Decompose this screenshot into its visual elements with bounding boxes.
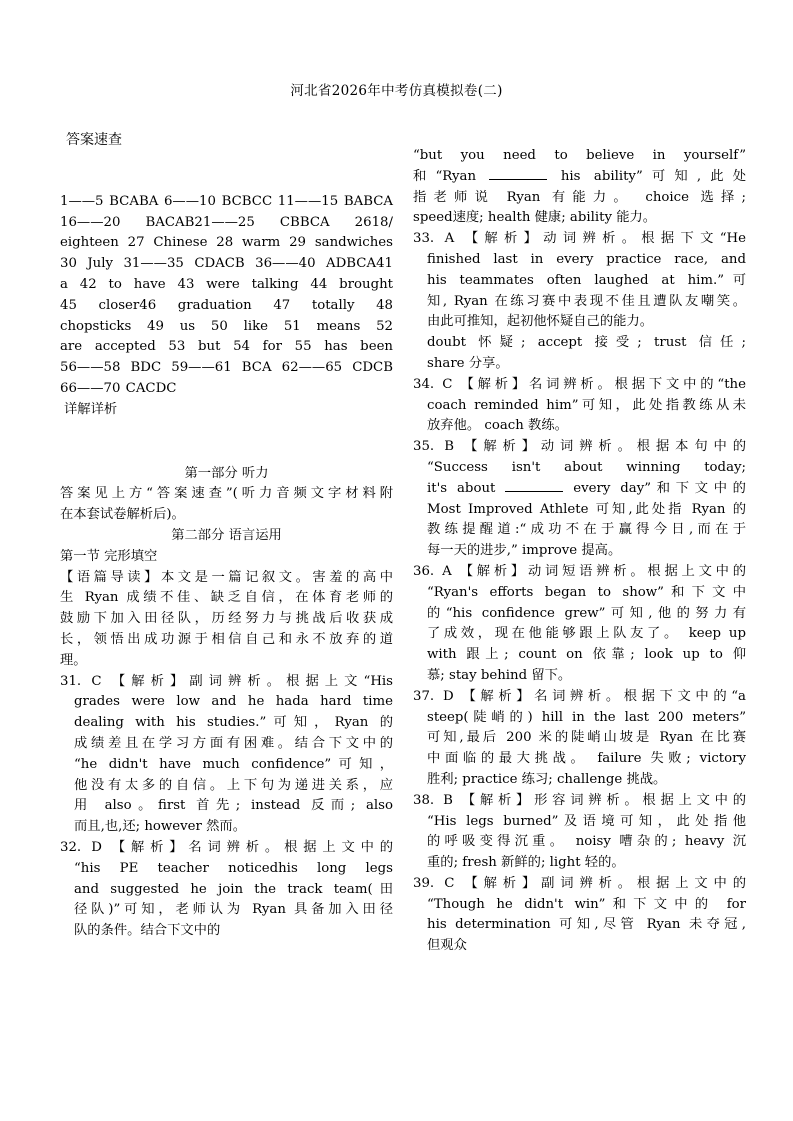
item-line: 慕; stay behind 留下。 [427,667,572,683]
quick-answers-block [60,192,393,400]
answer-item-39 [413,874,746,957]
item-line: and suggested he join the track team(田 [74,881,393,897]
item-line: 33. A 【解析】动词辨析。根据下文“He [413,231,746,247]
item-line: 知, Ryan 在练习赛中表现不佳且遭队友嘲笑。 [427,293,746,309]
item-line: 放弃他。 coach 教练。 [427,418,568,434]
answer-item-31 [60,672,393,838]
item-line: doubt 怀疑; accept 接受; trust 信任; [427,335,746,351]
item-line: 指老师说 Ryan 有能力。 choice 选择; [413,189,746,205]
item-line: share 分享。 [427,355,509,371]
item-line: 教练提醒道:“成功不在于赢得今日,而在于 [427,522,746,538]
item-line: Most Improved Athlete 可知,此处指 Ryan 的 [427,501,746,517]
item-line: 由此可推知，起初他怀疑自己的能力。 [427,314,654,330]
item-line: “Success isn't about winning today; [427,459,746,475]
item-line: 中面临的最大挑战。 failure 失败; victory [427,751,746,767]
item-line: 了成效，现在他能够跟上队友了。 keep up [427,626,746,642]
item-line: 他没有太多的自信。上下句为递进关系，应 [74,777,393,793]
item-line: 而且,也,还; however 然而。 [74,819,247,835]
guide-line: 鼓励下加入田径队，历经努力与挑战后收获成 [60,611,393,627]
item-line: 径队)”可知，老师认为 Ryan 具备加入田径 [74,902,393,918]
item-line: 用 also。first 首先; instead 反而; also [74,798,393,814]
item-line: coach reminded him”可知，此处指教练从未 [427,397,746,413]
quick-answers-heading: 答案速查 [66,132,122,148]
item-line: finished last in every practice race, and [427,251,746,267]
answer-item-37 [413,687,746,791]
item-line: 重的; fresh 新鲜的; light 轻的。 [427,855,625,871]
guide-line: 理。 [60,652,87,668]
part2-title: 第二部分 语言运用 [171,527,282,543]
answer-line: 1——5 BCABA 6——10 BCBCC 11——15 BABCA [60,193,393,209]
answer-blank [505,480,563,492]
item-line: his determination 可知,尽管 Ryan 未夺冠, [427,917,746,933]
item-line: grades were low and he hada hard time [74,694,393,710]
passage-guide [60,568,393,672]
item-line: speed速度; health 健康; ability 能力。 [413,210,657,226]
answer-line: eighteen 27 Chinese 28 warm 29 sandwiches [60,235,393,251]
answer-blank [489,168,547,180]
item-text: 和“Ryan [413,168,490,184]
answer-item-32-continued [413,146,746,229]
item-line: 32. D 【解析】名词辨析。根据上文中的 [60,839,393,855]
answer-line: 56——58 BDC 59——61 BCA 62——65 CDCB [60,360,393,376]
item-line: 队的条件。结合下文中的 [74,923,221,939]
item-line: 每一天的进步,” improve 提高。 [427,543,622,559]
guide-line: 长，领悟出成功源于相信自己和永不放弃的道 [60,631,393,647]
guide-line: 生 Ryan 成绩不佳、缺乏自信，在体育老师的 [60,590,393,606]
page-title: 河北省2026年中考仿真模拟卷(二) [290,83,503,99]
item-line: 38. B 【解析】形容词辨析。根据上文中的 [413,792,746,808]
answer-item-36 [413,562,746,687]
answer-line: are accepted 53 but 54 for 55 has been [60,339,393,355]
answer-item-35 [413,437,746,562]
item-line: 胜利; practice 练习; challenge 挑战。 [427,771,667,787]
item-line: 但观众 [427,938,467,954]
answer-line: 45 closer46 graduation 47 totally 48 [60,297,393,313]
answer-line: 16——20 BACAB21——25 CBBCA 2618/ [60,214,393,230]
item-line: 34. C 【解析】名词辨析。根据下文中的“the [413,376,746,392]
answer-item-34 [413,375,746,437]
item-line [413,167,746,188]
answer-line: a 42 to have 43 were talking 44 brought [60,276,393,292]
item-line: “His legs burned”及语境可知，此处指他 [427,813,746,829]
item-line: “but you need to believe in yourself” [413,148,746,163]
left-column [60,130,393,942]
answer-line: 66——70 CACDC [60,380,177,396]
item-line: “Ryan's efforts began to show”和下文中 [427,584,746,600]
item-line: “Though he didn't win”和下文中的 for [427,896,746,912]
answer-line: 30 July 31——35 CDACB 36——40 ADBCA41 [60,256,393,272]
item-line: his teammates often laughed at him.”可 [427,272,746,288]
item-text: every day”和下文中的 [563,480,746,496]
answer-item-38 [413,791,746,874]
part1-note: 答案见上方“答案速查”(听力音频文字材料附 [60,486,393,502]
item-line: 39. C 【解析】副词辨析。根据上文中的 [413,875,746,891]
answer-item-33 [413,229,746,375]
item-line: “he didn't have much confidence”可知， [74,756,393,772]
item-line: “his PE teacher noticedhis long legs [74,860,393,876]
item-text: it's about [427,480,506,496]
item-line [413,479,746,500]
part1-title: 第一部分 听力 [184,465,269,481]
right-column [413,146,746,957]
item-line: dealing with his studies.”可知，Ryan 的 [74,715,393,731]
guide-line: 【语篇导读】本文是一篇记叙文。害羞的高中 [60,569,393,585]
item-line: 成绩差且在学习方面有困难。结合下文中的 [74,735,393,751]
item-line: 的呼吸变得沉重。 noisy 嘈杂的; heavy 沉 [427,834,746,850]
item-line: 的“his confidence grew”可知,他的努力有 [427,605,746,621]
section-title: 第一节 完形填空 [60,548,158,564]
item-line: 可知,最后 200 米的陡峭山坡是 Ryan 在比赛 [427,730,746,746]
part1-note: 在本套试卷解析后)。 [60,507,185,523]
item-line: 31. C 【解析】副词辨析。根据上文“His [60,673,393,689]
answer-item-32 [60,838,393,942]
item-line: with 跟上; count on 依靠; look up to 仰 [427,647,746,663]
item-line: 35. B 【解析】动词辨析。根据本句中的 [413,439,746,455]
item-text: his ability”可知,此处 [547,168,747,184]
answer-line: chopsticks 49 us 50 like 51 means 52 [60,318,393,334]
detail-heading: 详解详析 [64,401,118,417]
item-line: 36. A 【解析】动词短语辨析。根据上文中的 [413,563,746,579]
item-line: steep(陡峭的) hill in the last 200 meters” [427,709,746,725]
item-line: 37. D 【解析】名词辨析。根据下文中的“a [413,688,746,704]
